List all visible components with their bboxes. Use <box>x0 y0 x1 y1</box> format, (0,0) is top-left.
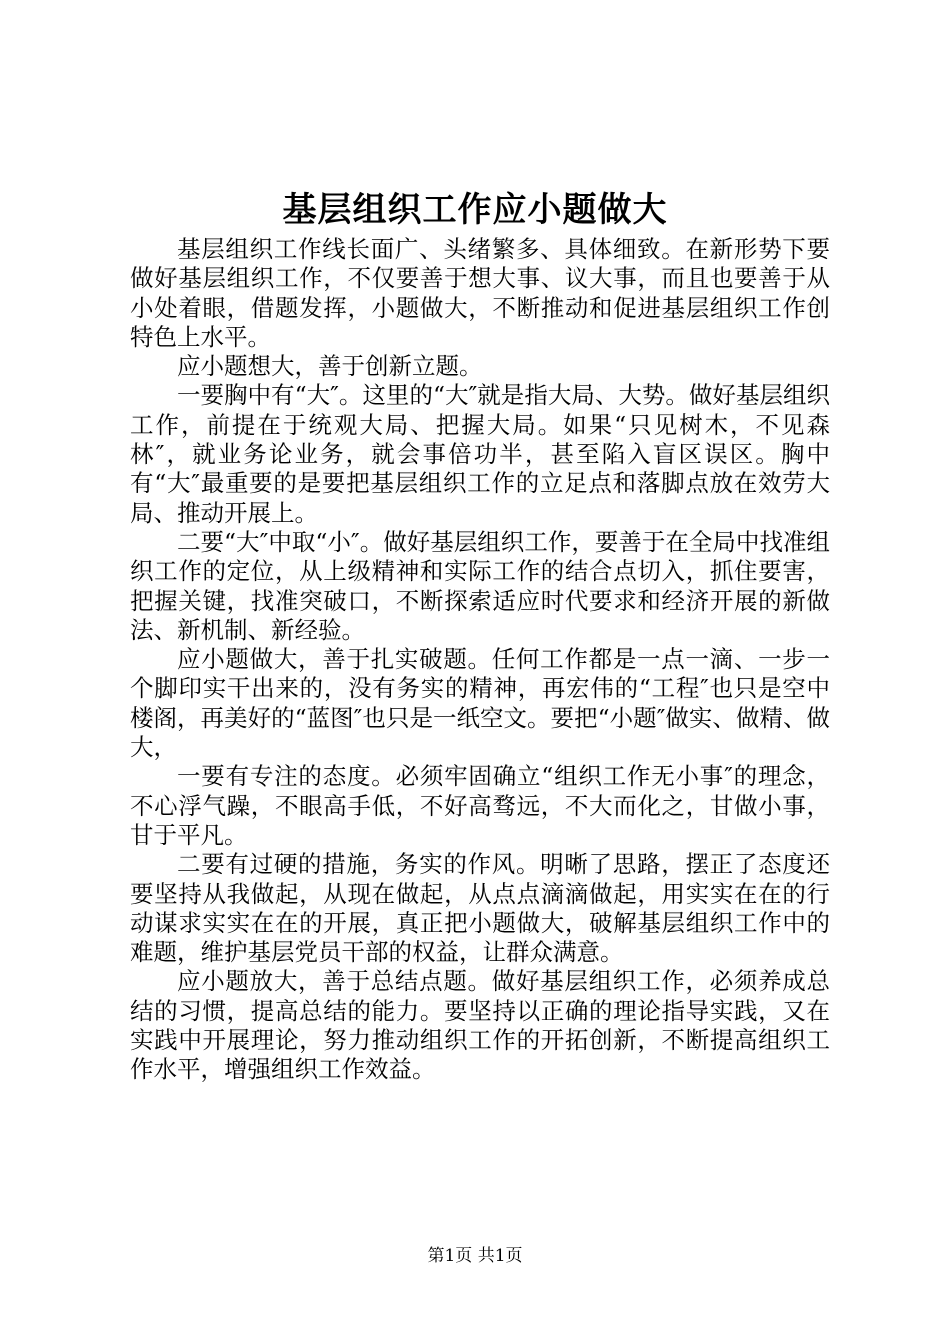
document-body <box>130 235 830 1085</box>
paragraph: 一要有专注的态度。必须牢固确立“组织工作无小事″的理念，不心浮气躁，不眼高手低，不好高骛远，不大而化之，甘做小事，甘于平凡。 <box>130 762 830 849</box>
document-title: 基层组织工作应小题做大 <box>282 190 668 230</box>
paragraph: 应小题做大，善于扎实破题。任何工作都是一点一滴、一步一个脚印实干出来的，没有务实的精神，再宏伟的“工程″也只是空中楼阁，再美好的“蓝图″也只是一纸空文。要把“小题″做实、做精、做大， <box>130 645 830 762</box>
paragraph: 基层组织工作线长面广、头绪繁多、具体细致。在新形势下要做好基层组织工作，不仅要善于想大事、议大事，而且也要善于从小处着眼，借题发挥，小题做大，不断推动和促进基层组织工作创特色上水平。 <box>130 235 830 351</box>
paragraph: 应小题想大，善于创新立题。 <box>177 352 483 381</box>
paragraph: 应小题放大，善于总结点题。做好基层组织工作，必须养成总结的习惯，提高总结的能力。要坚持以正确的理论指导实践，又在实践中开展理论，努力推动组织工作的开拓创新，不断提高组织工作水平，增强组织工作效益。 <box>130 967 830 1084</box>
page-footer: 第1页 共1页 <box>427 1246 523 1266</box>
paragraph: 一要胸中有“大″。这里的“大″就是指大局、大势。做好基层组织工作，前提在于统观大局、把握大局。如果“只见树木，不见森林″，就业务论业务，就会事倍功半，甚至陷入盲区误区。胸中有“大″最重要的是要把基层组织工作的立足点和落脚点放在效劳大局、推动开展上。 <box>130 381 830 527</box>
paragraph: 二要有过硬的措施，务实的作风。明晰了思路，摆正了态度还要坚持从我做起，从现在做起，从点点滴滴做起，用实实在在的行动谋求实实在在的开展，真正把小题做大，破解基层组织工作中的难题，维护基层党员干部的权益，让群众满意。 <box>130 850 830 967</box>
paragraph: 二要“大″中取“小″。做好基层组织工作，要善于在全局中找准组织工作的定位，从上级精神和实际工作的结合点切入，抓住要害，把握关键，找准突破口，不断探索适应时代要求和经济开展的新做法、新机制、新经验。 <box>130 527 830 644</box>
